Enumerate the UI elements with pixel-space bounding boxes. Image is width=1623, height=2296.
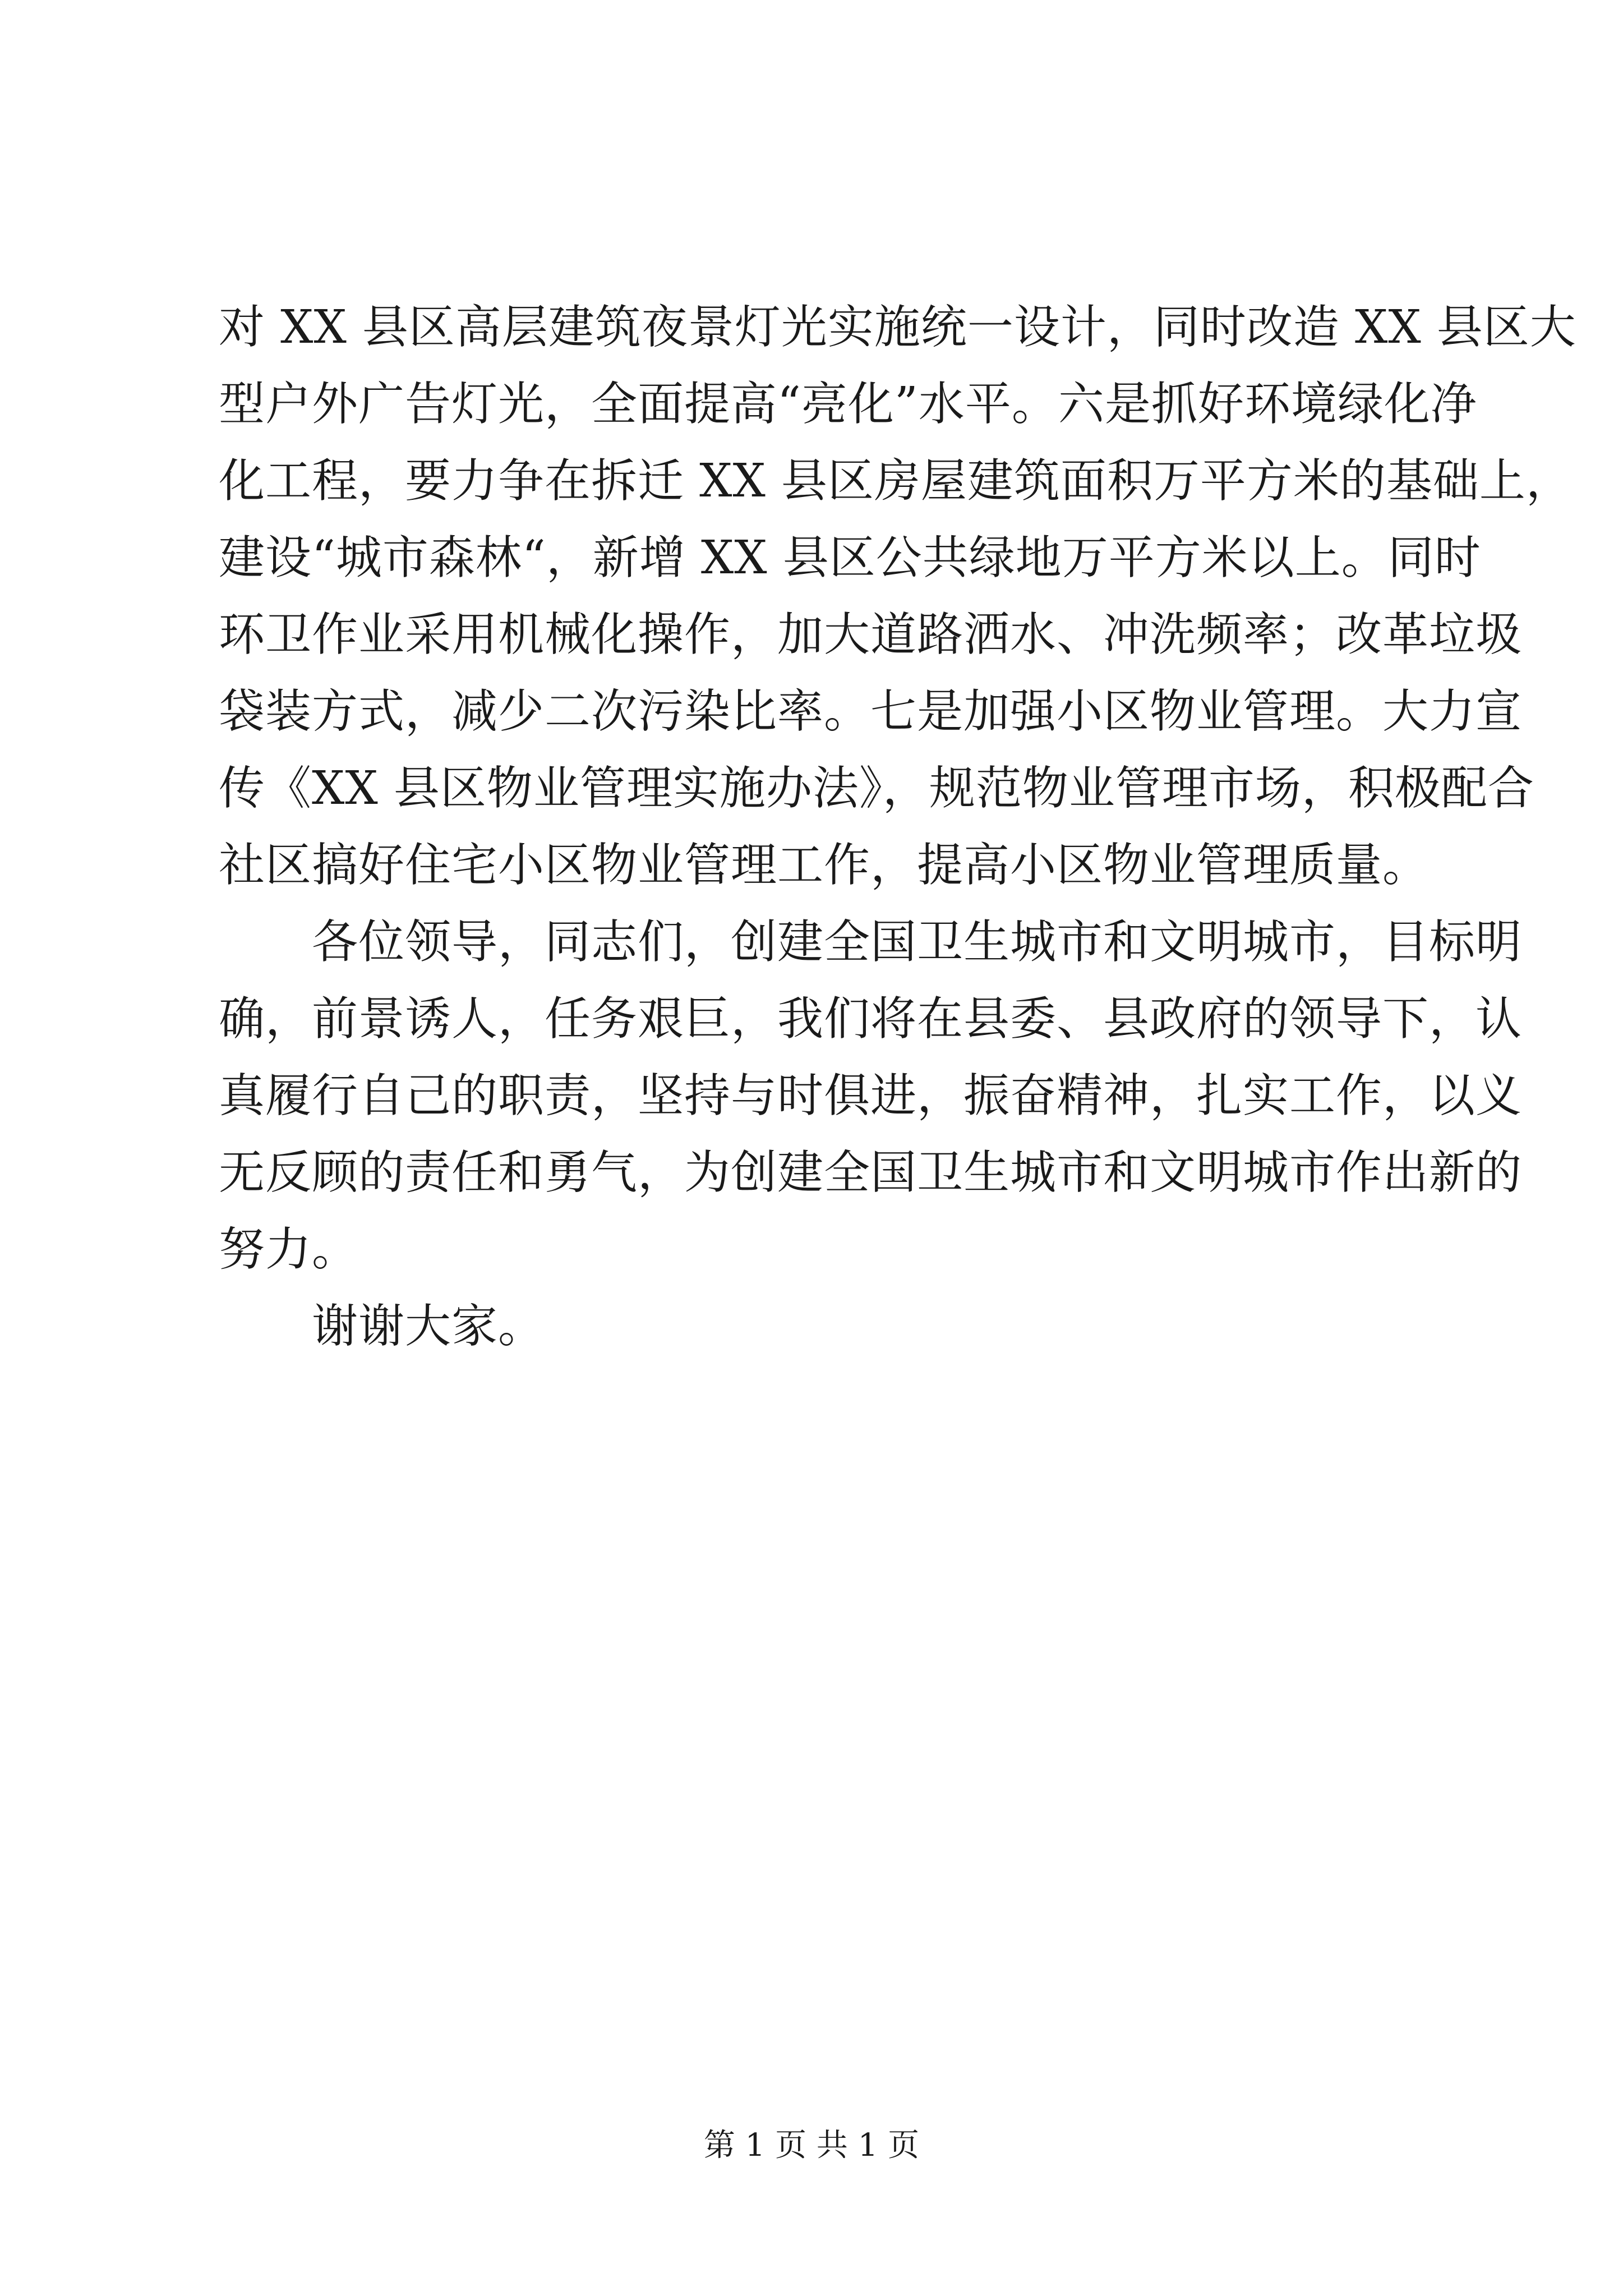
text-line: 真履行自己的职责，坚持与时俱进，振奋精神，扎实工作，以义 xyxy=(219,1069,1523,1122)
text-line: 传《XX 县区物业管理实施办法》，规范物业管理市场，积极配合 xyxy=(219,762,1534,815)
body-text xyxy=(219,289,1576,1365)
page-number-footer: 第 1 页 共 1 页 xyxy=(703,2127,920,2164)
text-line: 社区搞好住宅小区物业管理工作，提高小区物业管理质量。 xyxy=(219,839,1430,892)
text-line: 袋装方式，减少二次污染比率。七是加强小区物业管理。大力宣 xyxy=(219,685,1523,738)
text-line: 各位领导，同志们，创建全国卫生城市和文明城市，目标明 xyxy=(219,915,1523,969)
text-line: 努力。 xyxy=(219,1223,359,1276)
text-line: 化工程，要力争在拆迁 XX 县区房屋建筑面积万平方米的基础上， xyxy=(219,454,1573,508)
text-line: 对 XX 县区高层建筑夜景灯光实施统一设计，同时改造 XX 县区大 xyxy=(219,301,1576,354)
text-line: 无反顾的责任和勇气，为创建全国卫生城市和文明城市作出新的 xyxy=(219,1146,1523,1199)
text-line: 谢谢大家。 xyxy=(219,1300,545,1353)
text-line: 环卫作业采用机械化操作，加大道路洒水、冲洗频率；改革垃圾 xyxy=(219,608,1523,661)
text-line: 型户外广告灯光，全面提高“亮化”水平。六是抓好环境绿化净 xyxy=(219,378,1477,431)
text-line: 确，前景诱人，任务艰巨，我们将在县委、县政府的领导下，认 xyxy=(219,992,1523,1046)
text-line: 建设“城市森林“，新增 XX 县区公共绿地万平方米以上。同时 xyxy=(219,531,1481,585)
